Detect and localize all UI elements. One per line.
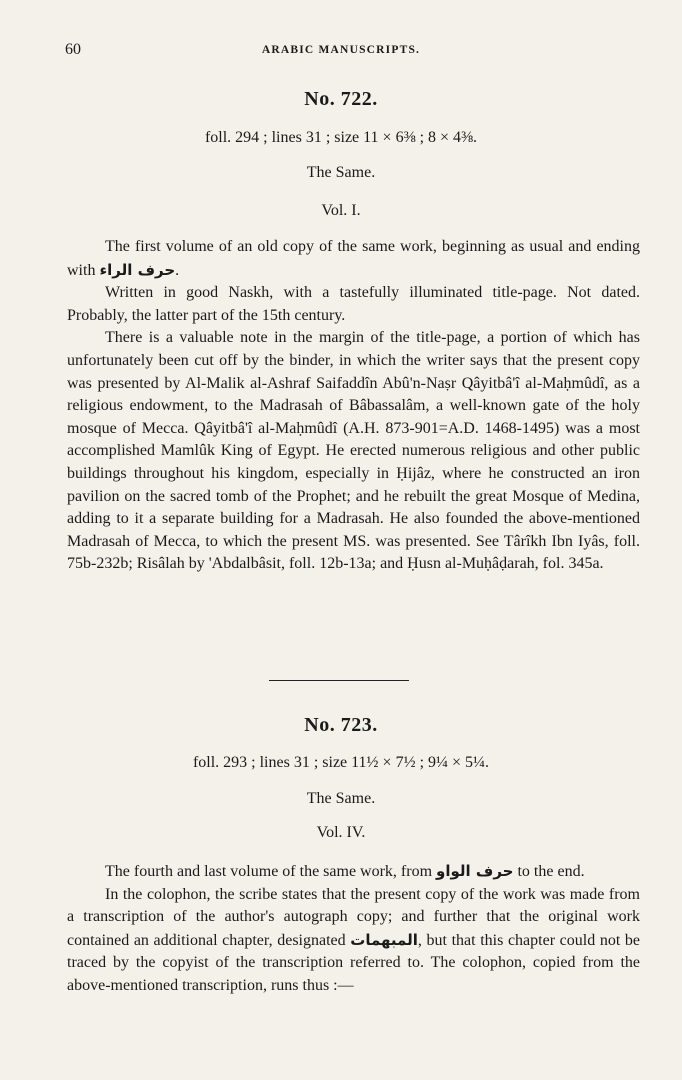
entry-723-para-1: The fourth and last volume of the same work, from حرف الواو to the end. — [105, 862, 585, 880]
entry-723-volume: Vol. IV. — [316, 824, 366, 841]
page-number: 60 — [65, 41, 81, 58]
entry-722-para-3: There is a valuable note in the margin of the title-page, a portion of which has unfortunately been cut off by the binder, in which the writer says that the present copy was presented by Al-Malik al-Ashraf Saifaddîn Abû'n-Naṣr Qâyitbâ'î al-Maḥmûdî, as a religious endowment, to the Madrasah of Bâbassalâm, a well-known gate of the holy mosque of Mecca. Qâyitbâ'î al-Maḥmûdî (A.H. 873-901=A.D. 1468-1495) was a most accomplished Mamlûk King of Egypt. He erected numerous religious and other public buildings throughout his kingdom, especially in Ḥijâz, where he constructed an iron pavilion on the sacred tomb of the Prophet; and he rebuilt the great Mosque of Medina, adding to it a separate building for a Madrasah. He also founded the above-mentioned Madrasah of Mecca, to which the present MS. was presented. See Târîkh Ibn Iyâs, foll. 75b-232b; Risâlah by 'Abdalbâsit, foll. 12b-13a; and Ḥusn al-Muḥâḍarah, fol. 345a. — [67, 329, 640, 573]
running-header: ARABIC MANUSCRIPTS. — [261, 44, 421, 56]
entry-722-para-1: The first volume of an old copy of the same work, beginning as usual and ending with حرف الراء. — [67, 238, 640, 279]
arabic-term: حرف الواو — [436, 862, 514, 880]
entry-722-number: No. 722. — [304, 88, 378, 110]
entry-723-description — [67, 860, 640, 998]
entry-722-collation: foll. 294 ; lines 31 ; size 11 × 6⅜ ; 8 × 4⅜. — [204, 129, 478, 146]
entry-722-para-2: Written in good Naskh, with a tastefully illuminated title-page. Not dated. Probably, the latter part of the 15th century. — [67, 284, 640, 324]
entry-723-collation: foll. 293 ; lines 31 ; size 11½ × 7½ ; 9¼ × 5¼. — [192, 754, 490, 771]
entry-722-volume: Vol. I. — [321, 202, 361, 219]
entry-723-number: No. 723. — [304, 714, 378, 736]
arabic-term: المبهمات — [350, 930, 418, 949]
entry-722-title: The Same. — [306, 164, 376, 181]
arabic-term: حرف الراء — [99, 260, 176, 279]
entry-723-para-2: In the colophon, the scribe states that the present copy of the work was made from a transcription of the author's autograph copy; and further that the original work contained an additional chapter, designated المبهمات, but that this chapter could not be traced by the copyist of the transcription referred to. The colophon, copied from the above-mentioned transcription, runs thus :— — [67, 885, 640, 994]
entry-722-description — [67, 236, 640, 576]
section-divider — [269, 680, 409, 681]
entry-723-title: The Same. — [306, 790, 376, 807]
